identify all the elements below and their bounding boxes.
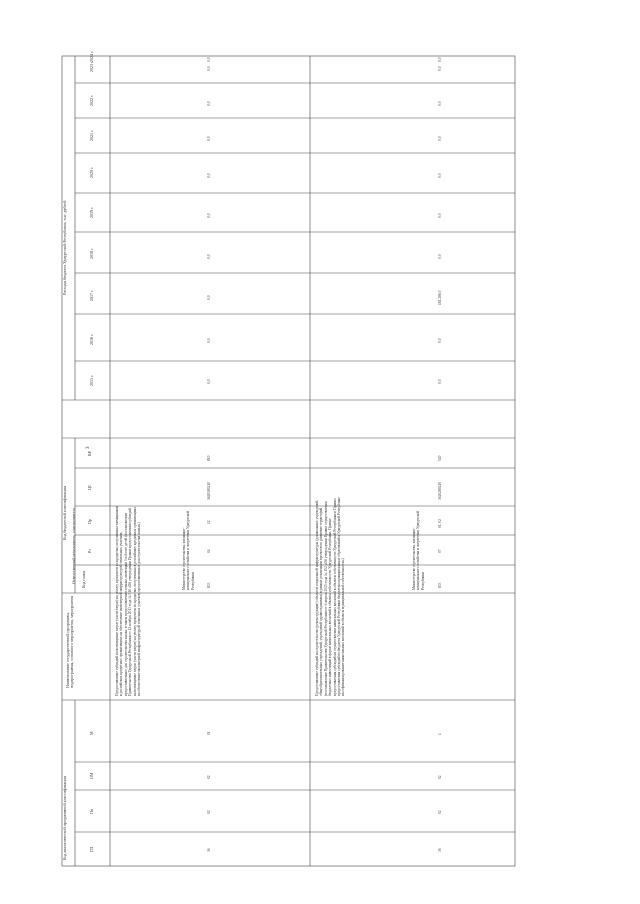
row1-val-2018: 0,0 — [207, 254, 211, 259]
row2-pp: 02 — [438, 810, 442, 814]
row1-responsible: Министерство строительства, жилищно-коммунального хозяйства и энергетики Удмуртской Республики — [182, 510, 195, 590]
header-gp: ГП — [89, 846, 94, 852]
header-code-analytic: Код аналитической программной классификации — [62, 776, 67, 860]
row2-cs: 3620280210 — [438, 482, 442, 500]
row1-val-2022: 0,0 — [207, 101, 211, 106]
row1-m: 01 — [207, 731, 211, 735]
header-m: М — [89, 731, 94, 735]
header-pr: Пр — [87, 519, 92, 524]
row1-val-2019: 0,0 — [207, 213, 211, 218]
row2-val-2021: 0,0 — [438, 136, 442, 141]
year-2018: 2018 г. — [89, 247, 94, 259]
row2-val-2024: 0,0 — [438, 57, 442, 62]
year-2023: 2023 г. — [89, 60, 94, 72]
row1-rz: 04 — [207, 549, 211, 553]
year-2019: 2019 г. — [89, 206, 94, 218]
row2-val-2019: 0,0 — [438, 213, 442, 218]
row1-val-2017: 0,0 — [207, 295, 211, 300]
year-2020: 2020 г. — [89, 166, 94, 178]
row2-val-2016: 0,0 — [438, 338, 442, 343]
row1-val-2016: 0,0 — [207, 338, 211, 343]
row1-vr: 810 — [207, 455, 211, 461]
row1-om: 02 — [207, 775, 211, 779]
row2-val-2020: 0,0 — [438, 173, 442, 178]
row1-gp: 36 — [207, 848, 211, 852]
row1-name: Предоставление субсидий на возмещение затрат (части затрат) на уплату процентов по кредитам, полученным заемщиками в российских кредитных организациях на обеспечение инженерной инфраструктурой земельных участков, предоставленных для строительства жилья, в таком предоставлении семьям, имеющим 3 и более детей (постановление Правительства Удмуртской Республики от 12 ноября 2013 года № 516 «Об утверждении Правил предоставления субсидий на возмещение затрат (части затрат) на уплату процентов по кредитам, полученным в российских кредитных организациях на обеспечение инженерной инфраструктурой земельных участков, предоставленных для строительства жилья») — [115, 506, 142, 696]
row1-kod-glavy: 833 — [207, 582, 211, 588]
row2-m: 1 — [438, 733, 442, 735]
row2-gp: 36 — [438, 848, 442, 852]
row1-pp: 02 — [207, 810, 211, 814]
row2-name: Предоставление субсидий на строительство (реконструкцию) объектов социальной инфраструктуры (дошкольных учреждений, общеобразовательных учреждений, учреждений здравоохранения) в рамках реализации проектов по развитию территорий (постановление Правительства Удмуртской Республики от 6 апреля 2015 года № 152 «Об утверждении Правил осуществления бюджетных инвестиций в форме капитальных вложений в объекты собственности Удмуртской Республики, Правил предоставления субсидий на осуществление капитальных вложений в объекты собственности Удмуртской Республики и Правил предоставления субсидий из бюджета Удмуртской Республики бюджетам муниципальных образований в Удмуртской Республике на софинансирование капитальных вложений в объекты муниципальной собственности») — [315, 497, 346, 696]
row1-cs: 3620180210 — [207, 482, 211, 500]
page-number: 3 — [86, 446, 91, 449]
row2-val-2018: 0,0 — [438, 254, 442, 259]
row2-om: 02 — [438, 775, 442, 779]
row2-val-2022: 0,0 — [438, 101, 442, 106]
header-expenses: Расходы бюджета Удмуртской Республики, тыс. рублей — [62, 200, 67, 295]
row1-pr: 12 — [207, 520, 211, 524]
row2-val-2015: 0,0 — [438, 379, 442, 384]
row2-rz: 07 — [438, 549, 442, 553]
year-2017: 2017 г. — [89, 289, 94, 301]
year-2024: 2024 г. — [89, 50, 94, 62]
row2-kod-glavy: 833 — [438, 582, 442, 588]
row2-responsible: Министерство строительства, жилищно-коммунального хозяйства и энергетики Удмуртской Республики — [412, 510, 425, 590]
row1-val-2020: 0,0 — [207, 173, 211, 178]
header-budget-code: Код бюджетной классификации — [62, 486, 67, 540]
header-om: ОМ — [89, 772, 94, 779]
row1-val-2023: 0,0 — [207, 66, 211, 71]
row2-vr: 520 — [438, 455, 442, 461]
header-responsible: Ответственный исполнитель, соисполнитель — [71, 507, 76, 584]
year-2022: 2022 г. — [89, 94, 94, 106]
year-2015: 2015 г. — [89, 374, 94, 386]
row1-val-2024: 0,0 — [207, 57, 211, 62]
header-vr: ВР — [87, 451, 92, 456]
header-name: Наименование государственной программы, подпрограммы, основного мероприятия, мероприятия — [65, 595, 75, 688]
header-rz: Рз — [87, 549, 92, 553]
year-2016: 2016 г. — [89, 333, 94, 345]
row2-pr: 01, 02 — [438, 519, 442, 528]
row2-val-2017: 184 286,0 — [438, 290, 442, 305]
year-2021: 2021 г. — [89, 129, 94, 141]
header-cs: ЦС — [87, 484, 92, 490]
header-kod-glavy: Код главы — [81, 570, 86, 588]
row2-val-2023: 0,0 — [438, 66, 442, 71]
row1-val-2015: 0,0 — [207, 379, 211, 384]
row1-val-2021: 0,0 — [207, 136, 211, 141]
header-pp: Пп — [89, 808, 94, 814]
